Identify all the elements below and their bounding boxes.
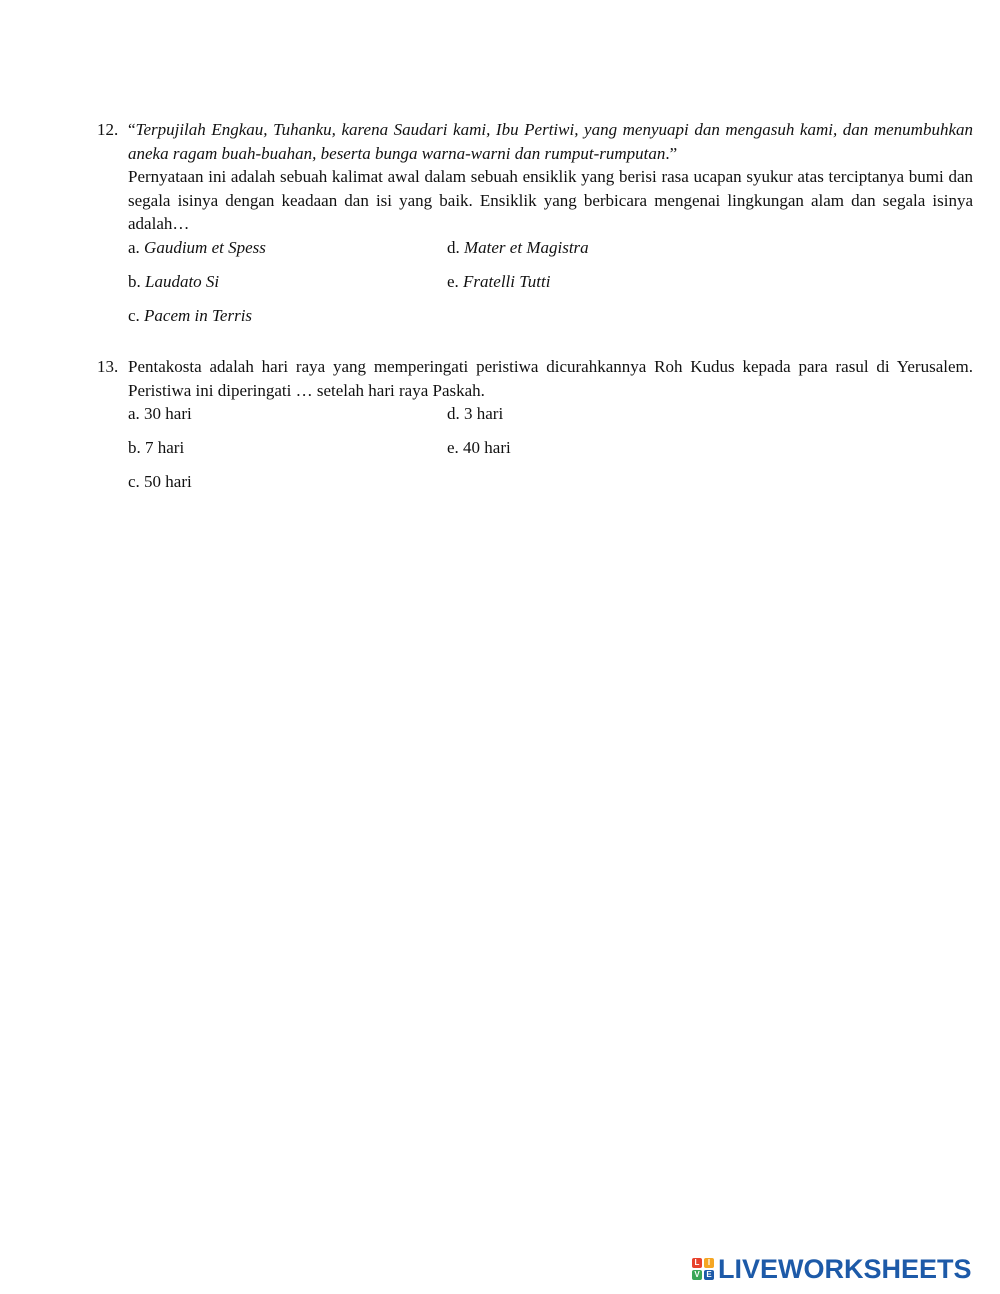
option-d[interactable] (447, 402, 503, 426)
logo-tile: I (704, 1258, 714, 1268)
option-text: 40 hari (463, 438, 511, 457)
option-b[interactable] (128, 436, 184, 460)
option-a[interactable] (128, 402, 192, 426)
question-quote (128, 118, 973, 165)
option-letter: b. (128, 271, 141, 291)
question-body (128, 118, 973, 236)
answer-options (128, 236, 973, 336)
option-letter: c. (128, 305, 140, 325)
quote-text: Terpujilah Engkau, Tuhanku, karena Saudari kami, Ibu Pertiwi, yang menyuapi dan mengasuh kami, dan menumbuhkan aneka ragam buah-buahan, beserta bunga warna-warni dan rumput-rumputan (128, 120, 973, 163)
logo-tile: E (704, 1270, 714, 1280)
liveworksheets-logo (692, 1254, 972, 1284)
option-e[interactable] (447, 270, 550, 294)
option-text: Pacem in Terris (144, 305, 253, 325)
question-text: Pernyataan ini adalah sebuah kalimat awal dalam sebuah ensiklik yang berisi rasa ucapan syukur atas terciptanya bumi dan segala isinya dengan keadaan dan isi yang baik. Ensiklik yang berbicara mengenai lingkungan alam dan segala isinya adalah… (128, 167, 973, 233)
logo-tiles-icon (692, 1258, 714, 1280)
option-text: Laudato Si (145, 271, 220, 291)
option-d[interactable] (447, 236, 589, 260)
option-text: 3 hari (464, 404, 504, 423)
option-text: 7 hari (145, 438, 185, 457)
option-letter: e. (447, 438, 459, 457)
option-letter: d. (447, 237, 460, 257)
question-number: 12. (97, 120, 119, 139)
option-c[interactable] (128, 470, 192, 494)
option-text: Gaudium et Spess (144, 237, 266, 257)
option-b[interactable] (128, 270, 219, 294)
option-a[interactable] (128, 236, 266, 260)
option-letter: c. (128, 472, 140, 491)
option-letter: e. (447, 271, 459, 291)
option-text: 50 hari (144, 472, 192, 491)
quote-close-mark: .” (665, 143, 678, 163)
option-letter: b. (128, 438, 141, 457)
question-body (128, 355, 973, 402)
option-c[interactable] (128, 304, 252, 328)
question-number: 13. (97, 357, 119, 376)
option-text: Mater et Magistra (464, 237, 589, 257)
logo-tile: V (692, 1270, 702, 1280)
option-letter: d. (447, 404, 460, 423)
question-12 (97, 118, 973, 336)
question-13 (97, 355, 973, 502)
option-e[interactable] (447, 436, 511, 460)
option-text: Fratelli Tutti (463, 271, 551, 291)
logo-tile: L (692, 1258, 702, 1268)
option-letter: a. (128, 237, 140, 257)
answer-options (128, 402, 973, 502)
option-text: 30 hari (144, 404, 192, 423)
option-letter: a. (128, 404, 140, 423)
question-text: Pentakosta adalah hari raya yang memperingati peristiwa dicurahkannya Roh Kudus kepada para rasul di Yerusalem. Peristiwa ini diperingati … setelah hari raya Paskah. (128, 357, 973, 400)
quote-open-mark: “ (128, 120, 136, 139)
logo-wordmark: LIVEWORKSHEETS (718, 1254, 972, 1284)
